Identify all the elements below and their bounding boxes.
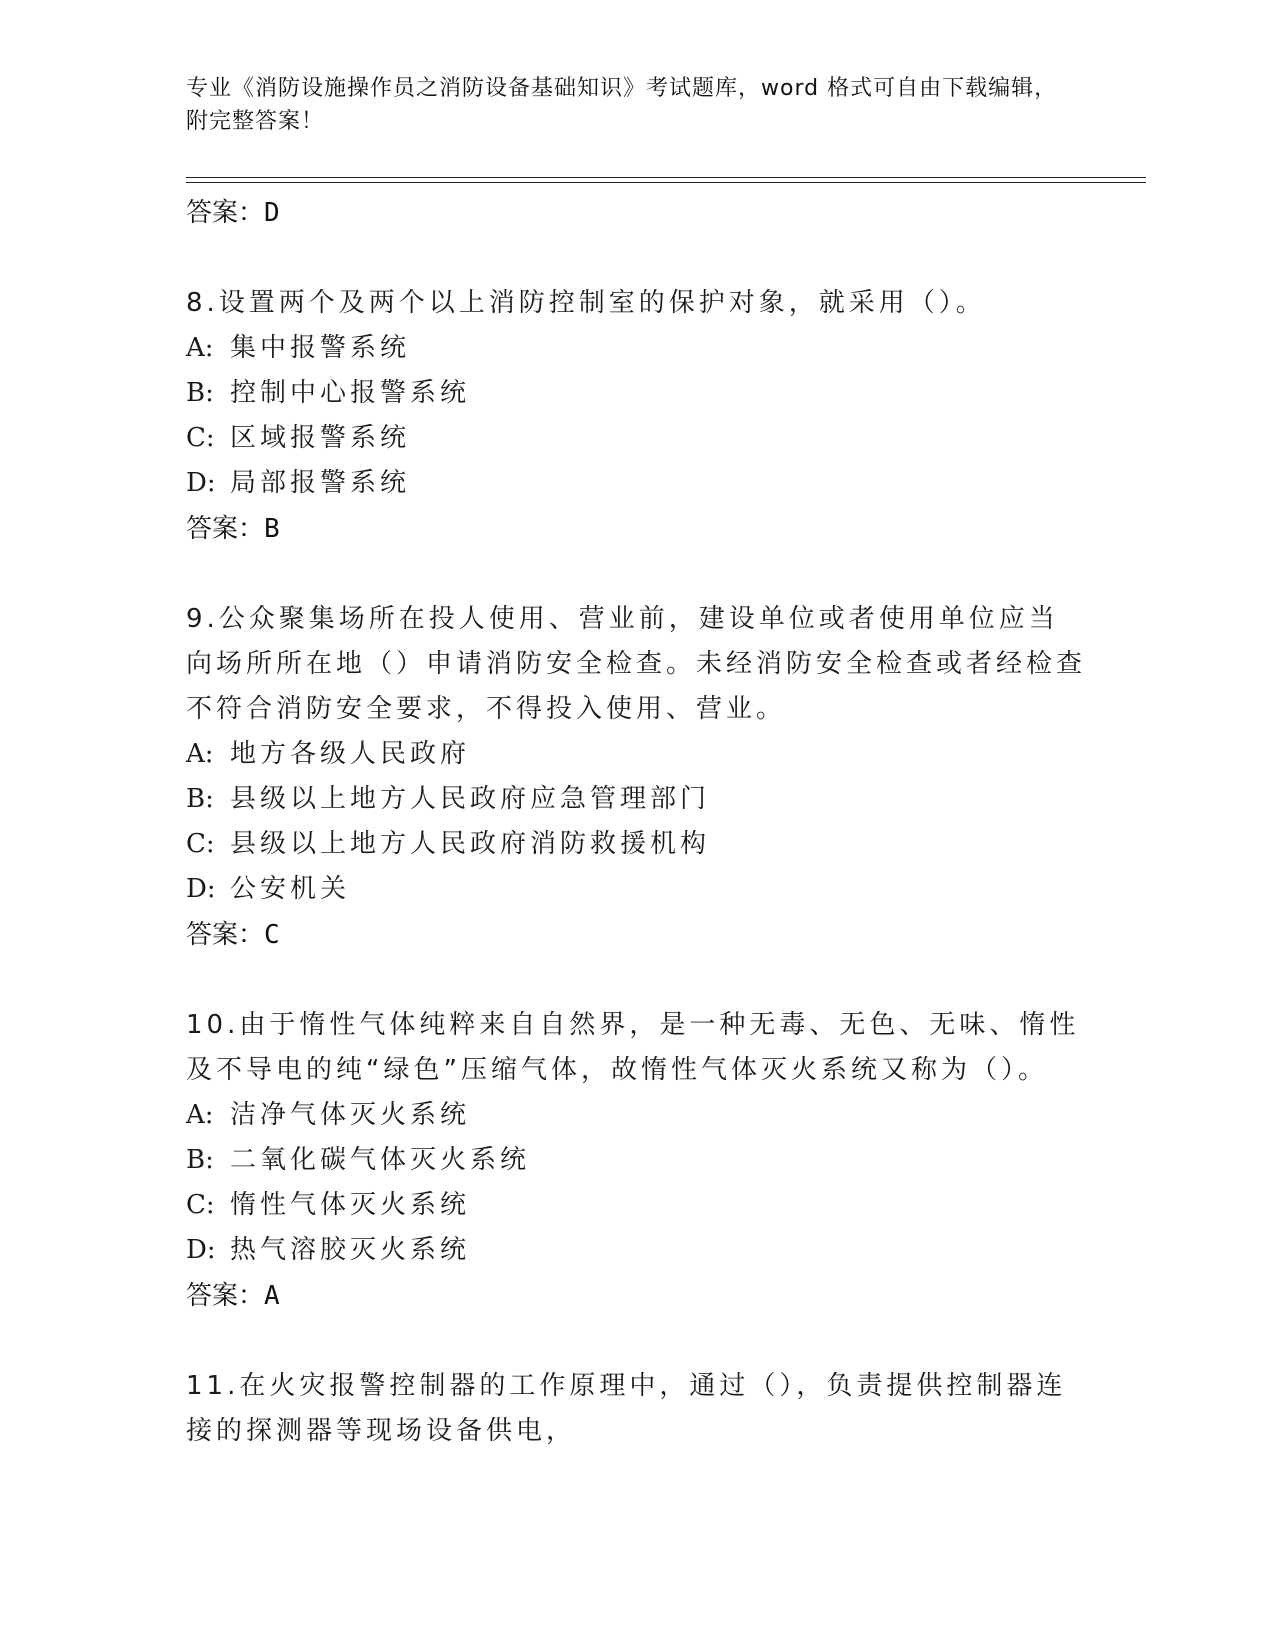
question-10 bbox=[186, 1003, 1086, 1319]
option-a bbox=[186, 326, 1086, 371]
option-d bbox=[186, 1228, 1086, 1273]
option-text: 惰性气体灭火系统 bbox=[230, 1190, 471, 1220]
answer-label: 答案： bbox=[186, 514, 265, 544]
question-8 bbox=[186, 281, 1086, 552]
option-text: 公安机关 bbox=[230, 874, 351, 904]
answer-line bbox=[186, 190, 1086, 236]
answer-line bbox=[186, 506, 1086, 552]
option-letter: A: bbox=[186, 333, 214, 363]
option-letter: C: bbox=[186, 829, 215, 859]
option-text: 热气溶胶灭火系统 bbox=[230, 1235, 471, 1265]
option-b bbox=[186, 371, 1086, 416]
option-letter: C: bbox=[186, 423, 215, 453]
question-11 bbox=[186, 1364, 1086, 1454]
option-text: 区域报警系统 bbox=[230, 423, 411, 453]
option-letter: B: bbox=[186, 378, 214, 408]
option-letter: B: bbox=[186, 784, 214, 814]
option-text: 洁净气体灭火系统 bbox=[230, 1100, 471, 1130]
option-text: 二氧化碳气体灭火系统 bbox=[230, 1145, 531, 1175]
answer-value: D bbox=[264, 198, 280, 228]
option-text: 县级以上地方人民政府应急管理部门 bbox=[230, 784, 711, 814]
option-text: 地方各级人民政府 bbox=[230, 739, 471, 769]
option-d bbox=[186, 461, 1086, 506]
option-b bbox=[186, 777, 1086, 822]
header-rule-top bbox=[186, 177, 1146, 178]
document-header: 专业《消防设施操作员之消防设备基础知识》考试题库，word 格式可自由下载编辑，附完整答案！ bbox=[186, 76, 1058, 134]
option-letter: D: bbox=[186, 468, 216, 498]
question-stem: 9.公众聚集场所在投人使用、营业前，建设单位或者使用单位应当向场所所在地（）申请消防安全检查。未经消防安全检查或者经检查不符合消防安全要求，不得投入使用、营业。 bbox=[186, 604, 1087, 724]
answer-label: 答案： bbox=[186, 920, 265, 950]
option-letter: C: bbox=[186, 1190, 215, 1220]
option-a bbox=[186, 1093, 1086, 1138]
option-text: 县级以上地方人民政府消防救援机构 bbox=[230, 829, 711, 859]
answer-value: B bbox=[264, 514, 280, 544]
answer-label: 答案： bbox=[186, 1281, 265, 1311]
question-stem: 11.在火灾报警控制器的工作原理中，通过（），负责提供控制器连接的探测器等现场设备供电， bbox=[186, 1371, 1067, 1446]
option-b bbox=[186, 1138, 1086, 1183]
option-letter: A: bbox=[186, 739, 214, 769]
answer-label: 答案： bbox=[186, 198, 265, 228]
question-stem: 10.由于惰性气体纯粹来自自然界，是一种无毒、无色、无味、惰性及不导电的纯“绿色”压缩气体，故惰性气体灭火系统又称为（）。 bbox=[186, 1010, 1080, 1085]
answer-line bbox=[186, 912, 1086, 958]
option-a bbox=[186, 732, 1086, 777]
answer-value: A bbox=[264, 1281, 280, 1311]
option-c bbox=[186, 416, 1086, 461]
option-letter: B: bbox=[186, 1145, 214, 1175]
option-c bbox=[186, 822, 1086, 867]
question-stem: 8.设置两个及两个以上消防控制室的保护对象，就采用（）。 bbox=[186, 288, 986, 318]
option-text: 集中报警系统 bbox=[230, 333, 411, 363]
option-letter: D: bbox=[186, 874, 216, 904]
document-body bbox=[186, 190, 1086, 1454]
option-text: 局部报警系统 bbox=[230, 468, 411, 498]
option-letter: D: bbox=[186, 1235, 216, 1265]
header-rule-bottom bbox=[186, 182, 1146, 183]
answer-value: C bbox=[264, 920, 280, 950]
answer-line bbox=[186, 1273, 1086, 1319]
option-d bbox=[186, 867, 1086, 912]
option-c bbox=[186, 1183, 1086, 1228]
question-9 bbox=[186, 597, 1086, 958]
option-text: 控制中心报警系统 bbox=[230, 378, 471, 408]
option-letter: A: bbox=[186, 1100, 214, 1130]
